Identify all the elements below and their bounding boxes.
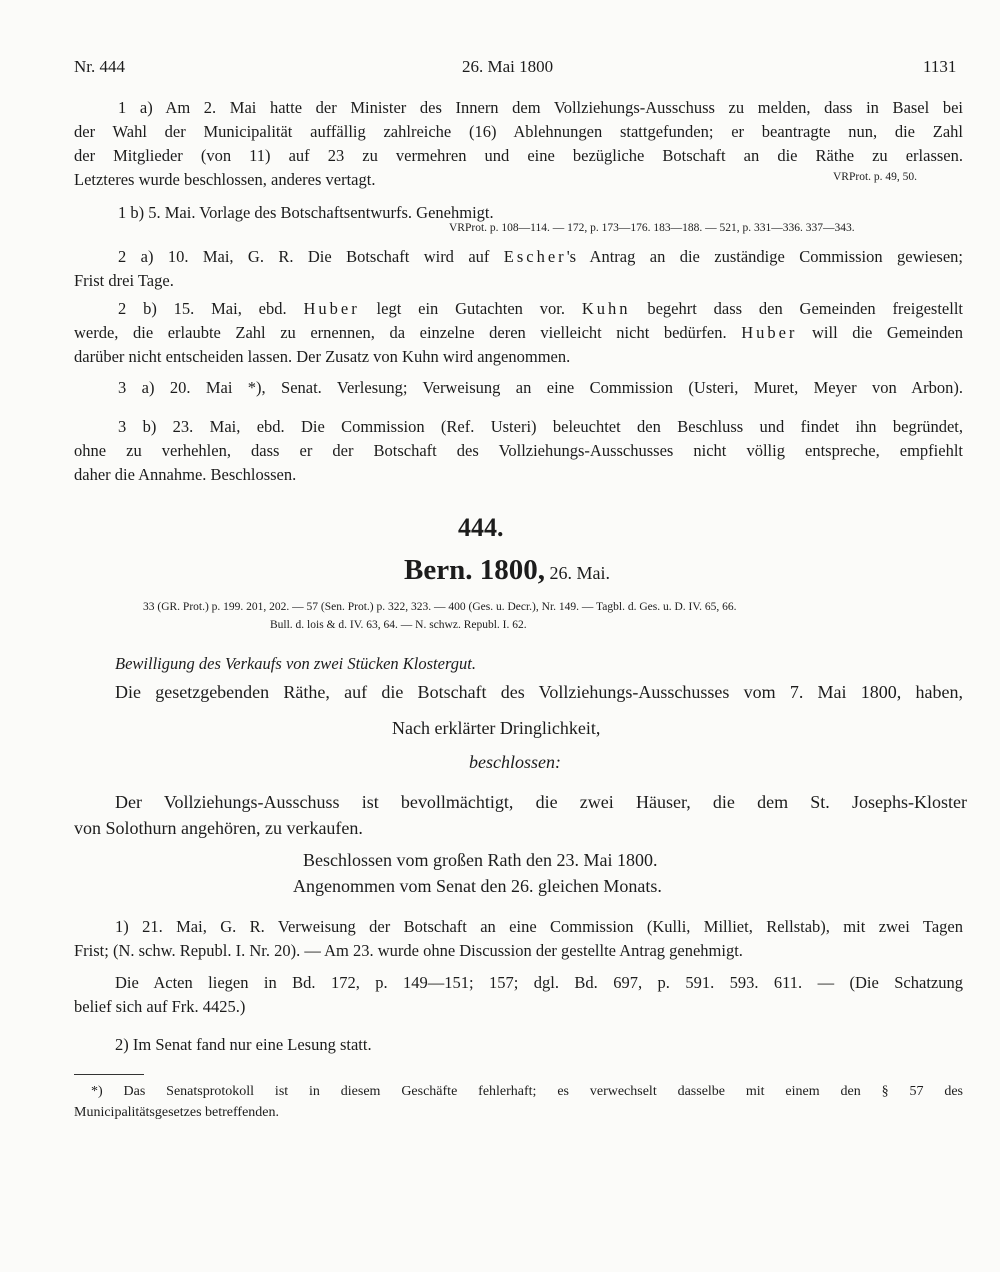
running-head-left: Nr. 444	[74, 57, 125, 76]
preamble: Die gesetzgebenden Räthe, auf die Botschaft des Vollziehungs-Ausschusses vom 7. Mai 1800, haben,	[115, 682, 963, 702]
note-1b-line-2: belief sich auf Frk. 4425.)	[74, 997, 246, 1016]
resolved-clause: beschlossen:	[469, 752, 561, 772]
text-run: legt ein Gutachten vor.	[359, 299, 582, 318]
paragraph-1a-line-3: der Mitglieder (von 11) auf 23 zu vermehren und eine bezügliche Botschaft an die Räthe zu erlassen.	[74, 146, 963, 165]
paragraph-2a-line-2: Frist drei Tage.	[74, 271, 174, 290]
text-run: 2 a) 10. Mai, G. R. Die Botschaft wird auf	[118, 247, 504, 266]
spaced-name: Escher	[503, 247, 567, 266]
paragraph-3b-line-3: daher die Annahme. Beschlossen.	[74, 465, 297, 484]
footnote-rule	[74, 1074, 144, 1075]
spaced-name: Kuhn	[581, 299, 631, 318]
note-1-line-1: 1) 21. Mai, G. R. Verweisung der Botschaft an eine Commission (Kulli, Milliet, Rellstab), mit zwei Tagen	[115, 917, 963, 936]
resolution-text-line-2: von Solothurn angehören, zu verkaufen.	[74, 818, 363, 838]
text-run: werde, die erlaubte Zahl zu ernennen, da einzelne deren vielleicht nicht bedürfen.	[74, 323, 727, 342]
paragraph-1a-line-2: der Wahl der Municipalität auffällig zahlreiche (16) Ablehnungen stattgefunden; er beantragte nun, die Zahl	[74, 122, 963, 141]
footnote-line-2: Municipalitätsgesetzes betreffenden.	[74, 1105, 279, 1120]
note-2: 2) Im Senat fand nur eine Lesung statt.	[115, 1035, 372, 1054]
paragraph-3b-line-2: ohne zu verhehlen, dass er der Botschaft des Vollziehungs-Ausschusses nicht völlig entspreche, empfiehlt	[74, 441, 963, 460]
text-run: begehrt dass den Gemeinden freigestellt	[630, 299, 963, 318]
source-references-line-1: 33 (GR. Prot.) p. 199. 201, 202. — 57 (Sen. Prot.) p. 322, 323. — 400 (Ges. u. Decr.), Nr. 149. — Tagbl. d. Ges. u. D. IV. 65, 66.	[143, 601, 737, 613]
note-1-line-2: Frist; (N. schw. Republ. I. Nr. 20). — Am 23. wurde ohne Discussion der gestellte Antrag genehmigt.	[74, 941, 743, 960]
paragraph-2b-line-1	[118, 301, 963, 318]
document-number: 444.	[458, 513, 504, 542]
note-1b-line-1: Die Acten liegen in Bd. 172, p. 149—151; 157; dgl. Bd. 697, p. 591. 593. 611. — (Die Schatzung	[115, 973, 963, 992]
document-dateline	[404, 556, 610, 585]
spaced-name: Huber	[303, 299, 360, 318]
adopted-senate: Angenommen vom Senat den 26. gleichen Monats.	[293, 876, 662, 896]
place-year: Bern. 1800,	[404, 554, 545, 586]
document-date: 26. Mai.	[544, 563, 610, 583]
paragraph-2b-line-2	[74, 325, 963, 342]
paragraph-1a-line-4: Letzteres wurde beschlossen, anderes vertagt.	[74, 170, 376, 189]
spaced-name: Huber	[741, 323, 798, 342]
footnote-line-1: *) Das Senatsprotokoll ist in diesem Geschäfte fehlerhaft; es verwechselt dasselbe mit einem den § 57 des	[91, 1084, 963, 1099]
running-head-center: 26. Mai 1800	[462, 57, 554, 76]
page-number: 1131	[923, 57, 957, 76]
paragraph-1b-reference: VRProt. p. 108—114. — 172, p. 173—176. 183—188. — 521, p. 331—336. 337—343.	[449, 222, 855, 234]
source-references-line-2: Bull. d. lois & d. IV. 63, 64. — N. schwz. Republ. I. 62.	[270, 619, 527, 631]
paragraph-1b: 1 b) 5. Mai. Vorlage des Botschaftsentwurfs. Genehmigt.	[118, 203, 494, 222]
paragraph-3a: 3 a) 20. Mai *), Senat. Verlesung; Verweisung an eine Commission (Usteri, Muret, Meyer von Arbon).	[118, 378, 963, 397]
paragraph-1a-reference: VRProt. p. 49, 50.	[833, 171, 918, 183]
paragraph-1a-line-1: 1 a) Am 2. Mai hatte der Minister des Innern dem Vollziehungs-Ausschuss zu melden, dass in Basel bei	[118, 98, 963, 117]
paragraph-3b-line-1: 3 b) 23. Mai, ebd. Die Commission (Ref. Usteri) beleuchtet den Beschluss und findet ihn begründet,	[118, 417, 963, 436]
document-subject: Bewilligung des Verkaufs von zwei Stücken Klostergut.	[115, 654, 476, 673]
paragraph-2b-line-3: darüber nicht entscheiden lassen. Der Zusatz von Kuhn wird angenommen.	[74, 347, 571, 366]
text-run: will die Gemeinden	[797, 323, 963, 342]
resolution-text-line-1: Der Vollziehungs-Ausschuss ist bevollmächtigt, die zwei Häuser, die dem St. Josephs-Kloster	[115, 792, 967, 812]
text-run: 2 b) 15. Mai, ebd.	[118, 299, 304, 318]
urgency-clause: Nach erklärter Dringlichkeit,	[392, 718, 601, 738]
adopted-great-council: Beschlossen vom großen Rath den 23. Mai 1800.	[303, 850, 658, 870]
text-run: 's Antrag an die zuständige Commission gewiesen;	[566, 247, 963, 266]
paragraph-2a-line-1	[118, 249, 963, 266]
